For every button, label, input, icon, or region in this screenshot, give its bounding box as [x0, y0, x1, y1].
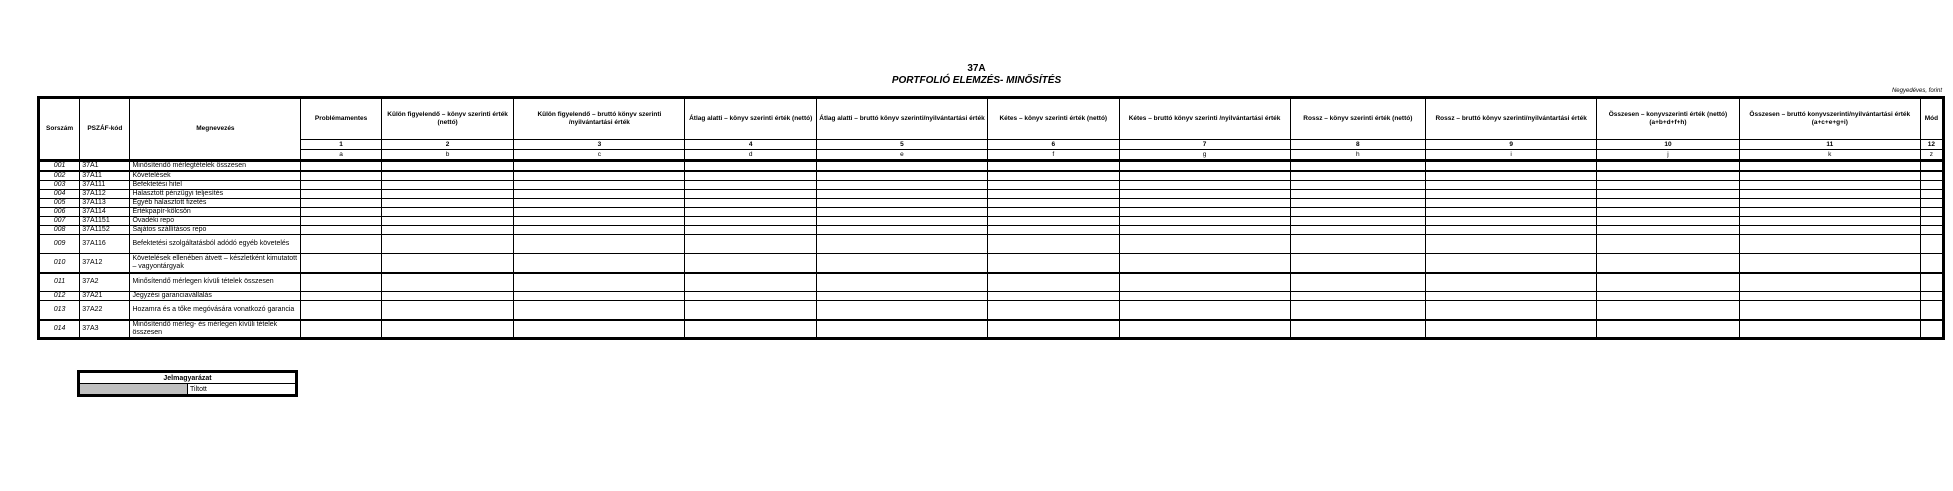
- value-cell[interactable]: [987, 226, 1119, 235]
- row-name: Befektetési szolgáltatásból adódó egyéb követelés: [130, 235, 301, 254]
- value-cell[interactable]: [1920, 292, 1943, 301]
- row-name: Jegyzési garanciavállalás: [130, 292, 301, 301]
- col-number: 10: [1597, 140, 1740, 150]
- value-cell[interactable]: [301, 254, 381, 273]
- value-cell[interactable]: [1739, 273, 1920, 292]
- value-cell[interactable]: [514, 190, 685, 199]
- value-cell[interactable]: [301, 217, 381, 226]
- row-name: Óvadéki repo: [130, 217, 301, 226]
- value-cell[interactable]: [685, 273, 817, 292]
- table-row: [39, 320, 1944, 339]
- value-cell[interactable]: [1597, 208, 1740, 217]
- legend-swatch: [79, 384, 188, 396]
- header-col-10: Összesen – konyvszerinti érték (nettó) (a+b+d+f+h): [1597, 98, 1740, 140]
- table-row: [39, 217, 1944, 226]
- value-cell[interactable]: [1597, 254, 1740, 273]
- value-cell[interactable]: [1426, 301, 1597, 320]
- value-cell[interactable]: [1739, 199, 1920, 208]
- value-cell[interactable]: [1920, 320, 1943, 339]
- value-cell[interactable]: [1597, 161, 1740, 172]
- value-cell[interactable]: [1290, 171, 1426, 181]
- value-cell[interactable]: [1739, 254, 1920, 273]
- value-cell[interactable]: [1426, 161, 1597, 172]
- value-cell[interactable]: [381, 199, 514, 208]
- value-cell[interactable]: [1119, 301, 1290, 320]
- value-cell[interactable]: [817, 254, 988, 273]
- value-cell[interactable]: [514, 161, 685, 172]
- row-number: 005: [39, 199, 80, 208]
- value-cell[interactable]: [1290, 181, 1426, 190]
- value-cell[interactable]: [685, 171, 817, 181]
- row-name: Egyéb halasztott fizetés: [130, 199, 301, 208]
- table-row: [39, 199, 1944, 208]
- header-col-9: Rossz – bruttó könyv szerinti/nyilvántartási érték: [1426, 98, 1597, 140]
- row-number: 001: [39, 161, 80, 172]
- value-cell[interactable]: [1739, 171, 1920, 181]
- value-cell[interactable]: [514, 199, 685, 208]
- value-cell[interactable]: [1597, 199, 1740, 208]
- header-col-5: Átlag alatti – bruttó könyv szerinti/nyilvántartási érték: [817, 98, 988, 140]
- col-letter: f: [987, 150, 1119, 161]
- value-cell[interactable]: [381, 181, 514, 190]
- value-cell[interactable]: [685, 199, 817, 208]
- table-row: [39, 190, 1944, 199]
- value-cell[interactable]: [987, 217, 1119, 226]
- legend-title: Jelmagyarázat: [79, 372, 297, 384]
- row-code: 37A11: [80, 171, 130, 181]
- value-cell[interactable]: [987, 161, 1119, 172]
- value-cell[interactable]: [301, 292, 381, 301]
- value-cell[interactable]: [301, 208, 381, 217]
- row-code: 37A21: [80, 292, 130, 301]
- table-row: [39, 254, 1944, 273]
- col-number: 11: [1739, 140, 1920, 150]
- row-number: 004: [39, 190, 80, 199]
- value-cell[interactable]: [1290, 292, 1426, 301]
- portfolio-table: [37, 96, 1945, 340]
- col-number: 6: [987, 140, 1119, 150]
- col-letter: k: [1739, 150, 1920, 161]
- row-name: Halasztott pénzügyi teljesítés: [130, 190, 301, 199]
- row-name: Sajátos szállításos repo: [130, 226, 301, 235]
- value-cell[interactable]: [1426, 199, 1597, 208]
- header-col-11: Összesen – bruttó konyvszerinti/nyilvántartási érték (a+c+e+g+i): [1739, 98, 1920, 140]
- table-row: [39, 161, 1944, 172]
- col-letter: j: [1597, 150, 1740, 161]
- col-number: 3: [514, 140, 685, 150]
- col-letter: g: [1119, 150, 1290, 161]
- value-cell[interactable]: [1597, 301, 1740, 320]
- col-letter: i: [1426, 150, 1597, 161]
- table-row: [39, 292, 1944, 301]
- row-number: 013: [39, 301, 80, 320]
- col-number: 5: [817, 140, 988, 150]
- row-code: 37A1152: [80, 226, 130, 235]
- value-cell[interactable]: [685, 301, 817, 320]
- value-cell[interactable]: [817, 292, 988, 301]
- value-cell[interactable]: [1920, 208, 1943, 217]
- value-cell[interactable]: [1739, 320, 1920, 339]
- value-cell[interactable]: [1597, 235, 1740, 254]
- value-cell[interactable]: [381, 217, 514, 226]
- value-cell[interactable]: [301, 273, 381, 292]
- value-cell[interactable]: [685, 292, 817, 301]
- value-cell[interactable]: [301, 199, 381, 208]
- col-number: 1: [301, 140, 381, 150]
- row-code: 37A2: [80, 273, 130, 292]
- row-code: 37A111: [80, 181, 130, 190]
- value-cell[interactable]: [1119, 254, 1290, 273]
- value-cell[interactable]: [1920, 161, 1943, 172]
- value-cell[interactable]: [685, 254, 817, 273]
- value-cell[interactable]: [685, 181, 817, 190]
- value-cell[interactable]: [514, 208, 685, 217]
- value-cell[interactable]: [817, 199, 988, 208]
- table-row: [39, 235, 1944, 254]
- value-cell[interactable]: [817, 190, 988, 199]
- value-cell[interactable]: [1119, 217, 1290, 226]
- header-megnevezes: Megnevezés: [130, 98, 301, 161]
- value-cell[interactable]: [1290, 320, 1426, 339]
- value-cell[interactable]: [817, 235, 988, 254]
- header-col-8: Rossz – könyv szerinti érték (nettó): [1290, 98, 1426, 140]
- value-cell[interactable]: [301, 190, 381, 199]
- value-cell[interactable]: [1119, 161, 1290, 172]
- row-number: 011: [39, 273, 80, 292]
- value-cell[interactable]: [1290, 301, 1426, 320]
- value-cell[interactable]: [1290, 208, 1426, 217]
- value-cell[interactable]: [1290, 199, 1426, 208]
- value-cell[interactable]: [1119, 208, 1290, 217]
- value-cell[interactable]: [685, 320, 817, 339]
- unit-note: Negyedéves, forint: [1891, 88, 1942, 94]
- value-cell[interactable]: [987, 273, 1119, 292]
- value-cell[interactable]: [817, 226, 988, 235]
- row-name: Befektetési hitel: [130, 181, 301, 190]
- value-cell[interactable]: [1426, 208, 1597, 217]
- header-col-12: Mód: [1920, 98, 1943, 140]
- value-cell[interactable]: [1739, 217, 1920, 226]
- value-cell[interactable]: [1290, 161, 1426, 172]
- value-cell[interactable]: [1739, 301, 1920, 320]
- value-cell[interactable]: [514, 235, 685, 254]
- value-cell[interactable]: [381, 273, 514, 292]
- col-number: 2: [381, 140, 514, 150]
- value-cell[interactable]: [1920, 181, 1943, 190]
- col-number: 7: [1119, 140, 1290, 150]
- value-cell[interactable]: [1426, 181, 1597, 190]
- value-cell[interactable]: [987, 181, 1119, 190]
- value-cell[interactable]: [1426, 171, 1597, 181]
- value-cell[interactable]: [1920, 301, 1943, 320]
- value-cell[interactable]: [301, 161, 381, 172]
- value-cell[interactable]: [817, 181, 988, 190]
- header-col-4: Átlag alatti – könyv szerinti érték (nettó): [685, 98, 817, 140]
- value-cell[interactable]: [1290, 190, 1426, 199]
- col-letter: h: [1290, 150, 1426, 161]
- table-title: PORTFOLIÓ ELEMZÉS- MINŐSÍTÉS: [891, 75, 1062, 86]
- value-cell[interactable]: [381, 254, 514, 273]
- value-cell[interactable]: [514, 292, 685, 301]
- value-cell[interactable]: [987, 235, 1119, 254]
- value-cell[interactable]: [1426, 190, 1597, 199]
- header-col-7: Kétes – bruttó könyv szerinti /nyilvántartási érték: [1119, 98, 1290, 140]
- value-cell[interactable]: [685, 217, 817, 226]
- table-row: [39, 301, 1944, 320]
- header-col-6: Kétes – könyv szerinti érték (nettó): [987, 98, 1119, 140]
- value-cell[interactable]: [987, 171, 1119, 181]
- value-cell[interactable]: [381, 208, 514, 217]
- value-cell[interactable]: [1426, 320, 1597, 339]
- row-number: 010: [39, 254, 80, 273]
- value-cell[interactable]: [1920, 273, 1943, 292]
- value-cell[interactable]: [1426, 217, 1597, 226]
- value-cell[interactable]: [1597, 190, 1740, 199]
- table-code: 37A: [967, 63, 986, 74]
- value-cell[interactable]: [1426, 235, 1597, 254]
- value-cell[interactable]: [1290, 235, 1426, 254]
- legend-table: [77, 370, 298, 397]
- table-row: [39, 273, 1944, 292]
- value-cell[interactable]: [1119, 181, 1290, 190]
- value-cell[interactable]: [987, 199, 1119, 208]
- value-cell[interactable]: [1290, 273, 1426, 292]
- title-block: [0, 63, 1953, 87]
- value-cell[interactable]: [685, 226, 817, 235]
- col-letter: a: [301, 150, 381, 161]
- table-row: [39, 208, 1944, 217]
- value-cell[interactable]: [381, 301, 514, 320]
- value-cell[interactable]: [1739, 226, 1920, 235]
- row-number: 012: [39, 292, 80, 301]
- value-cell[interactable]: [1119, 292, 1290, 301]
- row-number: 006: [39, 208, 80, 217]
- row-number: 014: [39, 320, 80, 339]
- value-cell[interactable]: [685, 235, 817, 254]
- row-code: 37A1151: [80, 217, 130, 226]
- col-number: 4: [685, 140, 817, 150]
- value-cell[interactable]: [1290, 254, 1426, 273]
- value-cell[interactable]: [514, 181, 685, 190]
- value-cell[interactable]: [1119, 226, 1290, 235]
- value-cell[interactable]: [514, 254, 685, 273]
- value-cell[interactable]: [381, 235, 514, 254]
- value-cell[interactable]: [1597, 181, 1740, 190]
- value-cell[interactable]: [1920, 199, 1943, 208]
- value-cell[interactable]: [817, 217, 988, 226]
- row-code: 37A114: [80, 208, 130, 217]
- value-cell[interactable]: [817, 208, 988, 217]
- value-cell[interactable]: [817, 301, 988, 320]
- value-cell[interactable]: [685, 161, 817, 172]
- value-cell[interactable]: [301, 235, 381, 254]
- row-code: 37A116: [80, 235, 130, 254]
- value-cell[interactable]: [301, 320, 381, 339]
- row-code: 37A22: [80, 301, 130, 320]
- value-cell[interactable]: [1597, 273, 1740, 292]
- col-letter: b: [381, 150, 514, 161]
- value-cell[interactable]: [817, 171, 988, 181]
- value-cell[interactable]: [1119, 190, 1290, 199]
- row-code: 37A12: [80, 254, 130, 273]
- value-cell[interactable]: [381, 161, 514, 172]
- value-cell[interactable]: [987, 320, 1119, 339]
- value-cell[interactable]: [1426, 273, 1597, 292]
- value-cell[interactable]: [381, 320, 514, 339]
- col-letter: c: [514, 150, 685, 161]
- row-code: 37A113: [80, 199, 130, 208]
- legend-item: Tiltott: [188, 384, 297, 396]
- value-cell[interactable]: [1290, 217, 1426, 226]
- value-cell[interactable]: [1920, 226, 1943, 235]
- value-cell[interactable]: [987, 254, 1119, 273]
- value-cell[interactable]: [514, 226, 685, 235]
- value-cell[interactable]: [817, 320, 988, 339]
- value-cell[interactable]: [1119, 320, 1290, 339]
- value-cell[interactable]: [1920, 190, 1943, 199]
- row-number: 007: [39, 217, 80, 226]
- header-sorszam: Sorszám: [39, 98, 80, 161]
- row-name: Követelések ellenében átvett – készletként kimutatott – vagyontárgyak: [130, 254, 301, 273]
- value-cell[interactable]: [987, 208, 1119, 217]
- value-cell[interactable]: [987, 301, 1119, 320]
- value-cell[interactable]: [514, 301, 685, 320]
- col-number: 8: [1290, 140, 1426, 150]
- value-cell[interactable]: [1597, 292, 1740, 301]
- header-pszaf: PSZÁF-kód: [80, 98, 130, 161]
- value-cell[interactable]: [817, 273, 988, 292]
- table-row: [39, 181, 1944, 190]
- value-cell[interactable]: [301, 171, 381, 181]
- row-name: Követelések: [130, 171, 301, 181]
- value-cell[interactable]: [817, 161, 988, 172]
- row-code: 37A112: [80, 190, 130, 199]
- value-cell[interactable]: [987, 292, 1119, 301]
- value-cell[interactable]: [1426, 254, 1597, 273]
- value-cell[interactable]: [987, 190, 1119, 199]
- row-number: 002: [39, 171, 80, 181]
- value-cell[interactable]: [1119, 235, 1290, 254]
- row-name: Minősítendő mérlegtételek összesen: [130, 161, 301, 172]
- col-letter: d: [685, 150, 817, 161]
- value-cell[interactable]: [301, 181, 381, 190]
- value-cell[interactable]: [1920, 254, 1943, 273]
- value-cell[interactable]: [514, 320, 685, 339]
- row-name: Hozamra és a tőke megóvására vonatkozó garancia: [130, 301, 301, 320]
- col-letter: e: [817, 150, 988, 161]
- row-name: Minősítendő mérlegen kívüli tételek összesen: [130, 273, 301, 292]
- value-cell[interactable]: [1597, 226, 1740, 235]
- value-cell[interactable]: [1119, 171, 1290, 181]
- value-cell[interactable]: [1920, 235, 1943, 254]
- value-cell[interactable]: [381, 190, 514, 199]
- value-cell[interactable]: [1739, 292, 1920, 301]
- value-cell[interactable]: [1739, 208, 1920, 217]
- value-cell[interactable]: [685, 208, 817, 217]
- table-row: [39, 226, 1944, 235]
- value-cell[interactable]: [514, 273, 685, 292]
- value-cell[interactable]: [1920, 171, 1943, 181]
- row-number: 008: [39, 226, 80, 235]
- row-code: 37A1: [80, 161, 130, 172]
- col-number: 9: [1426, 140, 1597, 150]
- value-cell[interactable]: [1597, 171, 1740, 181]
- value-cell[interactable]: [1597, 217, 1740, 226]
- value-cell[interactable]: [301, 226, 381, 235]
- header-col-3: Külön figyelendő – bruttó könyv szerinti /nyilvántartási érték: [514, 98, 685, 140]
- value-cell[interactable]: [1119, 199, 1290, 208]
- col-number: 12: [1920, 140, 1943, 150]
- table-row: [39, 171, 1944, 181]
- value-cell[interactable]: [381, 226, 514, 235]
- row-number: 003: [39, 181, 80, 190]
- value-cell[interactable]: [301, 301, 381, 320]
- value-cell[interactable]: [685, 190, 817, 199]
- value-cell[interactable]: [381, 171, 514, 181]
- row-number: 009: [39, 235, 80, 254]
- header-col-2: Külön figyelendő – könyv szerinti érték (nettó): [381, 98, 514, 140]
- value-cell[interactable]: [1597, 320, 1740, 339]
- value-cell[interactable]: [1739, 190, 1920, 199]
- header-col-1: Problémamentes: [301, 98, 381, 140]
- value-cell[interactable]: [1739, 235, 1920, 254]
- value-cell[interactable]: [1739, 181, 1920, 190]
- value-cell[interactable]: [1920, 217, 1943, 226]
- value-cell[interactable]: [1426, 226, 1597, 235]
- value-cell[interactable]: [1290, 226, 1426, 235]
- row-name: Minősítendő mérleg- és mérlegen kívüli tételek összesen: [130, 320, 301, 339]
- row-code: 37A3: [80, 320, 130, 339]
- row-name: Értékpapír-kölcsön: [130, 208, 301, 217]
- value-cell[interactable]: [381, 292, 514, 301]
- col-letter: z: [1920, 150, 1943, 161]
- value-cell[interactable]: [1739, 161, 1920, 172]
- value-cell[interactable]: [514, 217, 685, 226]
- value-cell[interactable]: [1119, 273, 1290, 292]
- value-cell[interactable]: [1426, 292, 1597, 301]
- value-cell[interactable]: [514, 171, 685, 181]
